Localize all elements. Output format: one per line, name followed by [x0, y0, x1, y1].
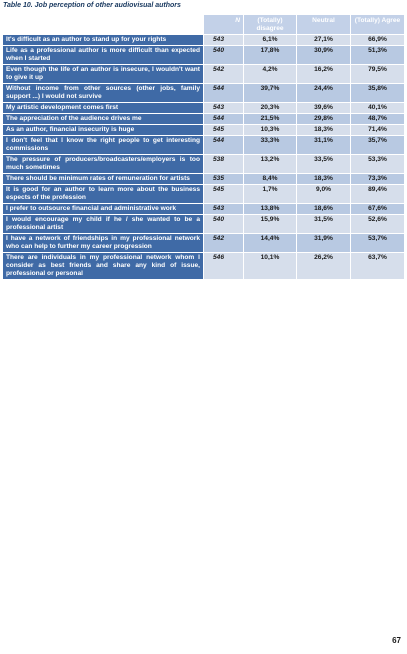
disagree-percent: 13,2%: [244, 155, 297, 174]
table-row: [3, 65, 405, 84]
disagree-percent: 6,1%: [244, 35, 297, 46]
disagree-percent: 8,4%: [244, 174, 297, 185]
respondents-count: 546: [204, 253, 244, 280]
agree-percent: 71,4%: [351, 125, 405, 136]
disagree-percent: 21,5%: [244, 114, 297, 125]
table-row: [3, 103, 405, 114]
table-row: [3, 234, 405, 253]
respondents-count: 544: [204, 84, 244, 103]
neutral-percent: 18,3%: [297, 125, 351, 136]
disagree-percent: 17,8%: [244, 46, 297, 65]
header-n: N: [204, 15, 244, 35]
neutral-percent: 31,9%: [297, 234, 351, 253]
job-perception-table: [3, 15, 405, 280]
agree-percent: 53,7%: [351, 234, 405, 253]
statement-label: As an author, financial insecurity is huge: [3, 125, 204, 136]
statement-label: Life as a professional author is more difficult than expected when I started: [3, 46, 204, 65]
agree-percent: 89,4%: [351, 185, 405, 204]
agree-percent: 40,1%: [351, 103, 405, 114]
disagree-percent: 10,3%: [244, 125, 297, 136]
disagree-percent: 1,7%: [244, 185, 297, 204]
agree-percent: 63,7%: [351, 253, 405, 280]
table-row: [3, 215, 405, 234]
table-body: [3, 35, 405, 280]
neutral-percent: 31,5%: [297, 215, 351, 234]
statement-label: It is good for an author to learn more about the business espects of the profession: [3, 185, 204, 204]
neutral-percent: 24,4%: [297, 84, 351, 103]
statement-label: There should be minimum rates of remuneration for artists: [3, 174, 204, 185]
neutral-percent: 9,0%: [297, 185, 351, 204]
agree-percent: 52,6%: [351, 215, 405, 234]
page-number: 67: [392, 636, 401, 645]
table-row: [3, 35, 405, 46]
table-row: [3, 136, 405, 155]
statement-label: Even though the life of an author is insecure, I wouldn't want to give it up: [3, 65, 204, 84]
table-row: [3, 125, 405, 136]
neutral-percent: 26,2%: [297, 253, 351, 280]
neutral-percent: 18,6%: [297, 204, 351, 215]
respondents-count: 535: [204, 174, 244, 185]
disagree-percent: 4,2%: [244, 65, 297, 84]
header-label-cell: [3, 15, 204, 35]
statement-label: The appreciation of the audience drives me: [3, 114, 204, 125]
respondents-count: 545: [204, 185, 244, 204]
neutral-percent: 27,1%: [297, 35, 351, 46]
neutral-percent: 33,5%: [297, 155, 351, 174]
agree-percent: 51,3%: [351, 46, 405, 65]
agree-percent: 73,3%: [351, 174, 405, 185]
respondents-count: 542: [204, 234, 244, 253]
respondents-count: 540: [204, 46, 244, 65]
table-row: [3, 155, 405, 174]
header-neutral: Neutral: [297, 15, 351, 35]
table-header-row: [3, 15, 405, 35]
statement-label: There are individuals in my professional network whom I consider as best friends and share any kind of issue, professional or personal: [3, 253, 204, 280]
neutral-percent: 31,1%: [297, 136, 351, 155]
statement-label: It's difficult as an author to stand up for your rights: [3, 35, 204, 46]
agree-percent: 35,7%: [351, 136, 405, 155]
table-row: [3, 185, 405, 204]
agree-percent: 53,3%: [351, 155, 405, 174]
statement-label: I would encourage my child if he / she wanted to be a professional artist: [3, 215, 204, 234]
respondents-count: 544: [204, 114, 244, 125]
agree-percent: 79,5%: [351, 65, 405, 84]
statement-label: I prefer to outsource financial and administrative work: [3, 204, 204, 215]
disagree-percent: 10,1%: [244, 253, 297, 280]
disagree-percent: 39,7%: [244, 84, 297, 103]
statement-label: The pressure of producers/broadcasters/employers is too much sometimes: [3, 155, 204, 174]
respondents-count: 545: [204, 125, 244, 136]
neutral-percent: 39,6%: [297, 103, 351, 114]
disagree-percent: 33,3%: [244, 136, 297, 155]
table-row: [3, 204, 405, 215]
agree-percent: 66,9%: [351, 35, 405, 46]
neutral-percent: 30,9%: [297, 46, 351, 65]
statement-label: I don't feel that I know the right people to get interesting commissions: [3, 136, 204, 155]
disagree-percent: 13,8%: [244, 204, 297, 215]
table-row: [3, 84, 405, 103]
neutral-percent: 16,2%: [297, 65, 351, 84]
respondents-count: 542: [204, 65, 244, 84]
disagree-percent: 20,3%: [244, 103, 297, 114]
respondents-count: 538: [204, 155, 244, 174]
agree-percent: 67,6%: [351, 204, 405, 215]
agree-percent: 35,8%: [351, 84, 405, 103]
statement-label: My artistic development comes first: [3, 103, 204, 114]
agree-percent: 48,7%: [351, 114, 405, 125]
table-row: [3, 253, 405, 280]
header-disagree: (Totally) disagree: [244, 15, 297, 35]
respondents-count: 543: [204, 35, 244, 46]
table-caption: Table 10. Job perception of other audiovisual authors: [3, 2, 181, 9]
respondents-count: 540: [204, 215, 244, 234]
respondents-count: 543: [204, 103, 244, 114]
disagree-percent: 15,9%: [244, 215, 297, 234]
respondents-count: 544: [204, 136, 244, 155]
table-row: [3, 46, 405, 65]
neutral-percent: 29,8%: [297, 114, 351, 125]
header-agree: (Totally) Agree: [351, 15, 405, 35]
table-row: [3, 114, 405, 125]
disagree-percent: 14,4%: [244, 234, 297, 253]
statement-label: I have a network of friendships in my professional network who can help to further my career progression: [3, 234, 204, 253]
table-row: [3, 174, 405, 185]
neutral-percent: 18,3%: [297, 174, 351, 185]
statement-label: Without income from other sources (other jobs, family support ...) I would not survive: [3, 84, 204, 103]
respondents-count: 543: [204, 204, 244, 215]
